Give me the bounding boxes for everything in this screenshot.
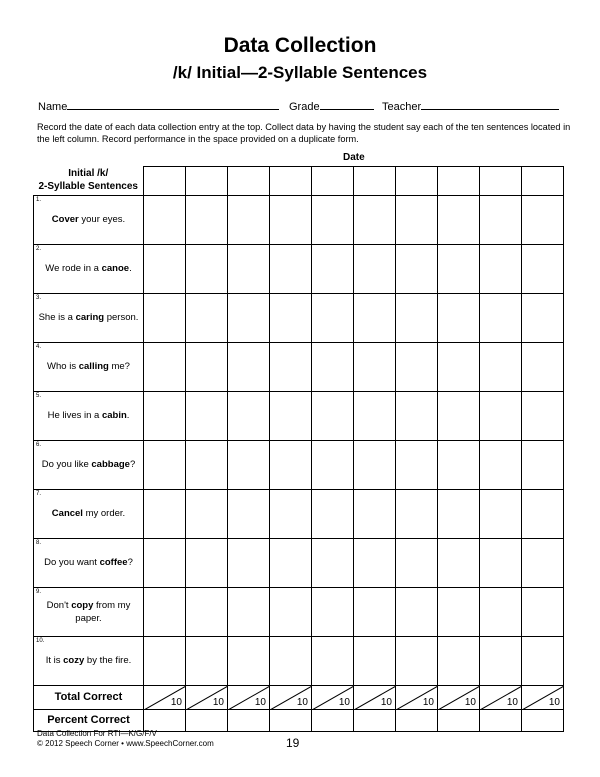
sentence-text-post: .	[126, 410, 130, 421]
response-cell[interactable]	[438, 587, 480, 636]
percent-correct-cell[interactable]	[228, 709, 270, 731]
date-cell[interactable]	[522, 167, 564, 196]
response-cell[interactable]	[144, 440, 186, 489]
response-cell[interactable]	[144, 244, 186, 293]
response-cell[interactable]	[312, 244, 354, 293]
response-cell[interactable]	[396, 342, 438, 391]
sentence-text-post: by the fire.	[84, 655, 132, 666]
footer-line-1: Data Collection For RTI—K/G/F/V	[37, 729, 157, 738]
sentence-row	[34, 342, 564, 391]
target-word: Cancel	[51, 508, 83, 519]
response-cell[interactable]	[270, 244, 312, 293]
total-out-of: 10	[170, 696, 182, 708]
response-cell[interactable]	[144, 342, 186, 391]
sentence-row	[34, 293, 564, 342]
response-cell[interactable]	[312, 440, 354, 489]
sentence-row	[34, 195, 564, 244]
sentence-row	[34, 391, 564, 440]
sentence-number: 10.	[36, 637, 45, 644]
percent-correct-cell[interactable]	[312, 709, 354, 731]
response-cell[interactable]	[228, 342, 270, 391]
response-cell[interactable]	[228, 489, 270, 538]
response-cell[interactable]	[354, 195, 396, 244]
response-cell[interactable]	[144, 391, 186, 440]
footer-credit	[37, 729, 214, 749]
sentence-text-post: ?	[129, 459, 136, 470]
sentence-text	[43, 654, 135, 667]
response-cell[interactable]	[396, 440, 438, 489]
date-cell[interactable]	[480, 167, 522, 196]
response-cell[interactable]	[396, 538, 438, 587]
grade-blank[interactable]	[320, 98, 374, 110]
sentence-cell	[34, 293, 144, 342]
response-cell[interactable]	[480, 538, 522, 587]
response-cell[interactable]	[354, 587, 396, 636]
response-cell[interactable]	[522, 636, 564, 685]
response-cell[interactable]	[438, 538, 480, 587]
total-correct-cell[interactable]	[438, 685, 480, 709]
response-cell[interactable]	[438, 195, 480, 244]
sentence-cell	[34, 538, 144, 587]
percent-correct-cell[interactable]	[186, 709, 228, 731]
response-cell[interactable]	[480, 391, 522, 440]
total-correct-cell[interactable]	[522, 685, 564, 709]
response-cell[interactable]	[438, 489, 480, 538]
date-cell[interactable]	[312, 167, 354, 196]
response-cell[interactable]	[186, 636, 228, 685]
target-word: cozy	[63, 655, 85, 666]
name-label: Name	[38, 101, 68, 113]
response-cell[interactable]	[228, 587, 270, 636]
response-cell[interactable]	[396, 587, 438, 636]
target-word: canoe	[101, 263, 130, 274]
sentence-cell	[34, 195, 144, 244]
sentence-number: 3.	[36, 294, 42, 301]
instructions: Record the date of each data collection entry at the top. Collect data by having the student say each of the ten sentences located in the left column. Record performance in the space provided on a duplicate form.	[37, 122, 571, 144]
date-cell[interactable]	[186, 167, 228, 196]
column-header-line-1: Initial /k/	[68, 167, 109, 179]
response-cell[interactable]	[186, 440, 228, 489]
target-word: cabin	[101, 410, 127, 421]
response-cell[interactable]	[522, 587, 564, 636]
percent-correct-cell[interactable]	[396, 709, 438, 731]
page-title: Data Collection	[223, 34, 377, 57]
response-cell[interactable]	[312, 489, 354, 538]
response-cell[interactable]	[522, 440, 564, 489]
name-field[interactable]	[38, 98, 279, 114]
response-cell[interactable]	[480, 293, 522, 342]
total-correct-cell[interactable]	[144, 685, 186, 709]
date-cell[interactable]	[144, 167, 186, 196]
sentence-number: 1.	[36, 196, 42, 203]
target-word: coffee	[99, 557, 128, 568]
response-cell[interactable]	[354, 391, 396, 440]
grade-label: Grade	[289, 101, 320, 113]
percent-correct-cell[interactable]	[270, 709, 312, 731]
response-cell[interactable]	[480, 489, 522, 538]
response-cell[interactable]	[522, 489, 564, 538]
sentence-text	[49, 507, 128, 520]
sentence-number: 7.	[36, 490, 42, 497]
response-cell[interactable]	[312, 391, 354, 440]
total-out-of: 10	[338, 696, 350, 708]
total-out-of: 10	[464, 696, 476, 708]
response-cell[interactable]	[438, 293, 480, 342]
response-cell[interactable]	[270, 293, 312, 342]
percent-correct-row	[34, 709, 564, 731]
response-cell[interactable]	[438, 244, 480, 293]
response-cell[interactable]	[144, 489, 186, 538]
response-cell[interactable]	[522, 293, 564, 342]
name-blank[interactable]	[67, 98, 279, 110]
response-cell[interactable]	[354, 342, 396, 391]
sentence-text-pre: Don't	[46, 599, 72, 611]
response-cell[interactable]	[312, 342, 354, 391]
sentence-number: 4.	[36, 343, 42, 350]
sentence-cell	[34, 440, 144, 489]
sentence-text	[36, 311, 142, 324]
date-cell[interactable]	[270, 167, 312, 196]
sentence-cell	[34, 342, 144, 391]
total-out-of: 10	[506, 696, 518, 708]
sentence-text-pre: We rode in a	[45, 263, 102, 274]
response-cell[interactable]	[522, 391, 564, 440]
response-cell[interactable]	[144, 293, 186, 342]
response-cell[interactable]	[186, 489, 228, 538]
teacher-blank[interactable]	[421, 98, 559, 110]
response-cell[interactable]	[480, 587, 522, 636]
target-word: Cover	[51, 214, 79, 225]
response-cell[interactable]	[396, 489, 438, 538]
total-correct-cell[interactable]	[186, 685, 228, 709]
response-cell[interactable]	[312, 538, 354, 587]
response-cell[interactable]	[228, 244, 270, 293]
response-cell[interactable]	[144, 195, 186, 244]
target-word: copy	[71, 599, 94, 611]
response-cell[interactable]	[312, 195, 354, 244]
sentence-text-pre: He lives in a	[47, 410, 102, 421]
total-correct-cell[interactable]	[270, 685, 312, 709]
response-cell[interactable]	[522, 342, 564, 391]
target-word: caring	[75, 312, 105, 323]
sentence-text-pre: Do you like	[41, 459, 92, 470]
response-cell[interactable]	[480, 244, 522, 293]
column-header-line-2: 2-Syllable Sentences	[38, 180, 138, 192]
target-word: cabbage	[91, 459, 130, 470]
sentence-text	[39, 458, 138, 471]
response-cell[interactable]	[270, 538, 312, 587]
sentence-text-pre: Who is	[47, 361, 79, 372]
response-cell[interactable]	[144, 538, 186, 587]
percent-correct-cell[interactable]	[522, 709, 564, 731]
response-cell[interactable]	[144, 587, 186, 636]
sentence-cell	[34, 587, 144, 636]
response-cell[interactable]	[396, 195, 438, 244]
response-cell[interactable]	[270, 587, 312, 636]
response-cell[interactable]	[438, 342, 480, 391]
sentence-number: 9.	[36, 588, 42, 595]
sentence-number: 5.	[36, 392, 42, 399]
sentence-row	[34, 440, 564, 489]
sentence-text-pre: She is a	[38, 312, 76, 323]
response-cell[interactable]	[354, 293, 396, 342]
total-out-of: 10	[548, 696, 560, 708]
response-cell[interactable]	[186, 293, 228, 342]
sentence-text-post: your eyes.	[78, 214, 126, 225]
response-cell[interactable]	[228, 538, 270, 587]
response-cell[interactable]	[186, 538, 228, 587]
response-cell[interactable]	[438, 440, 480, 489]
date-cell[interactable]	[438, 167, 480, 196]
sentence-cell	[34, 244, 144, 293]
response-cell[interactable]	[438, 391, 480, 440]
response-cell[interactable]	[186, 587, 228, 636]
sentence-text	[34, 599, 143, 625]
percent-correct-cell[interactable]	[438, 709, 480, 731]
response-cell[interactable]	[480, 195, 522, 244]
response-cell[interactable]	[270, 489, 312, 538]
response-cell[interactable]	[228, 293, 270, 342]
data-collection-table	[33, 166, 564, 732]
sentence-row	[34, 489, 564, 538]
total-correct-cell[interactable]	[396, 685, 438, 709]
response-cell[interactable]	[522, 244, 564, 293]
total-out-of: 10	[422, 696, 434, 708]
sentence-text-post: my order.	[82, 508, 126, 519]
sentence-text	[42, 262, 134, 275]
footer-line-2: © 2012 Speech Corner • www.SpeechCorner.com	[37, 739, 214, 748]
sentence-text	[49, 213, 128, 226]
response-cell[interactable]	[354, 244, 396, 293]
response-cell[interactable]	[228, 195, 270, 244]
grade-field[interactable]	[289, 98, 374, 114]
teacher-label: Teacher	[382, 101, 422, 113]
total-correct-row	[34, 685, 564, 709]
sentence-text-post: .	[129, 263, 132, 274]
response-cell[interactable]	[354, 636, 396, 685]
date-row	[34, 167, 564, 196]
total-correct-label: Total Correct	[34, 685, 144, 709]
percent-correct-cell[interactable]	[354, 709, 396, 731]
percent-correct-cell[interactable]	[480, 709, 522, 731]
total-correct-cell[interactable]	[354, 685, 396, 709]
sentence-column-header	[34, 167, 144, 196]
date-cell[interactable]	[396, 167, 438, 196]
response-cell[interactable]	[270, 195, 312, 244]
sentence-text-post: from my paper.	[75, 599, 131, 624]
response-cell[interactable]	[228, 391, 270, 440]
date-cell[interactable]	[228, 167, 270, 196]
response-cell[interactable]	[270, 391, 312, 440]
sentence-text-post: me?	[108, 361, 130, 372]
response-cell[interactable]	[144, 636, 186, 685]
response-cell[interactable]	[228, 440, 270, 489]
response-cell[interactable]	[480, 440, 522, 489]
teacher-field[interactable]	[382, 98, 559, 114]
response-cell[interactable]	[438, 636, 480, 685]
page-number: 19	[286, 736, 300, 750]
total-correct-cell[interactable]	[228, 685, 270, 709]
total-correct-cell[interactable]	[312, 685, 354, 709]
response-cell[interactable]	[522, 538, 564, 587]
sentence-text-pre: Do you want	[44, 557, 100, 568]
response-cell[interactable]	[396, 293, 438, 342]
sentence-cell	[34, 391, 144, 440]
response-cell[interactable]	[480, 636, 522, 685]
response-cell[interactable]	[354, 440, 396, 489]
response-cell[interactable]	[186, 342, 228, 391]
target-word: calling	[78, 361, 109, 372]
total-out-of: 10	[212, 696, 224, 708]
page-subtitle: /k/ Initial—2-Syllable Sentences	[172, 63, 428, 82]
date-cell[interactable]	[354, 167, 396, 196]
response-cell[interactable]	[228, 636, 270, 685]
sentence-text-post: person.	[104, 312, 139, 323]
sentence-text	[45, 409, 133, 422]
sentence-number: 8.	[36, 539, 42, 546]
total-out-of: 10	[254, 696, 266, 708]
sentence-row	[34, 636, 564, 685]
response-cell[interactable]	[522, 195, 564, 244]
response-cell[interactable]	[270, 636, 312, 685]
sentence-cell	[34, 636, 144, 685]
response-cell[interactable]	[396, 391, 438, 440]
response-cell[interactable]	[396, 244, 438, 293]
date-header: Date	[343, 152, 365, 163]
response-cell[interactable]	[480, 342, 522, 391]
response-cell[interactable]	[270, 440, 312, 489]
response-cell[interactable]	[396, 636, 438, 685]
sentence-text	[41, 556, 136, 569]
response-cell[interactable]	[312, 293, 354, 342]
response-cell[interactable]	[354, 538, 396, 587]
sentence-row	[34, 587, 564, 636]
sentence-cell	[34, 489, 144, 538]
sentence-text-pre: It is	[45, 655, 64, 666]
response-cell[interactable]	[186, 195, 228, 244]
response-cell[interactable]	[186, 244, 228, 293]
sentence-text	[44, 360, 133, 373]
percent-correct-cell[interactable]	[144, 709, 186, 731]
sentence-row	[34, 244, 564, 293]
response-cell[interactable]	[186, 391, 228, 440]
response-cell[interactable]	[270, 342, 312, 391]
total-out-of: 10	[296, 696, 308, 708]
total-out-of: 10	[380, 696, 392, 708]
total-correct-cell[interactable]	[480, 685, 522, 709]
sentence-text-post: ?	[127, 557, 133, 568]
response-cell[interactable]	[312, 587, 354, 636]
sentence-number: 2.	[36, 245, 42, 252]
response-cell[interactable]	[354, 489, 396, 538]
percent-correct-label: Percent Correct	[34, 709, 144, 731]
response-cell[interactable]	[312, 636, 354, 685]
sentence-row	[34, 538, 564, 587]
sentence-number: 6.	[36, 441, 42, 448]
